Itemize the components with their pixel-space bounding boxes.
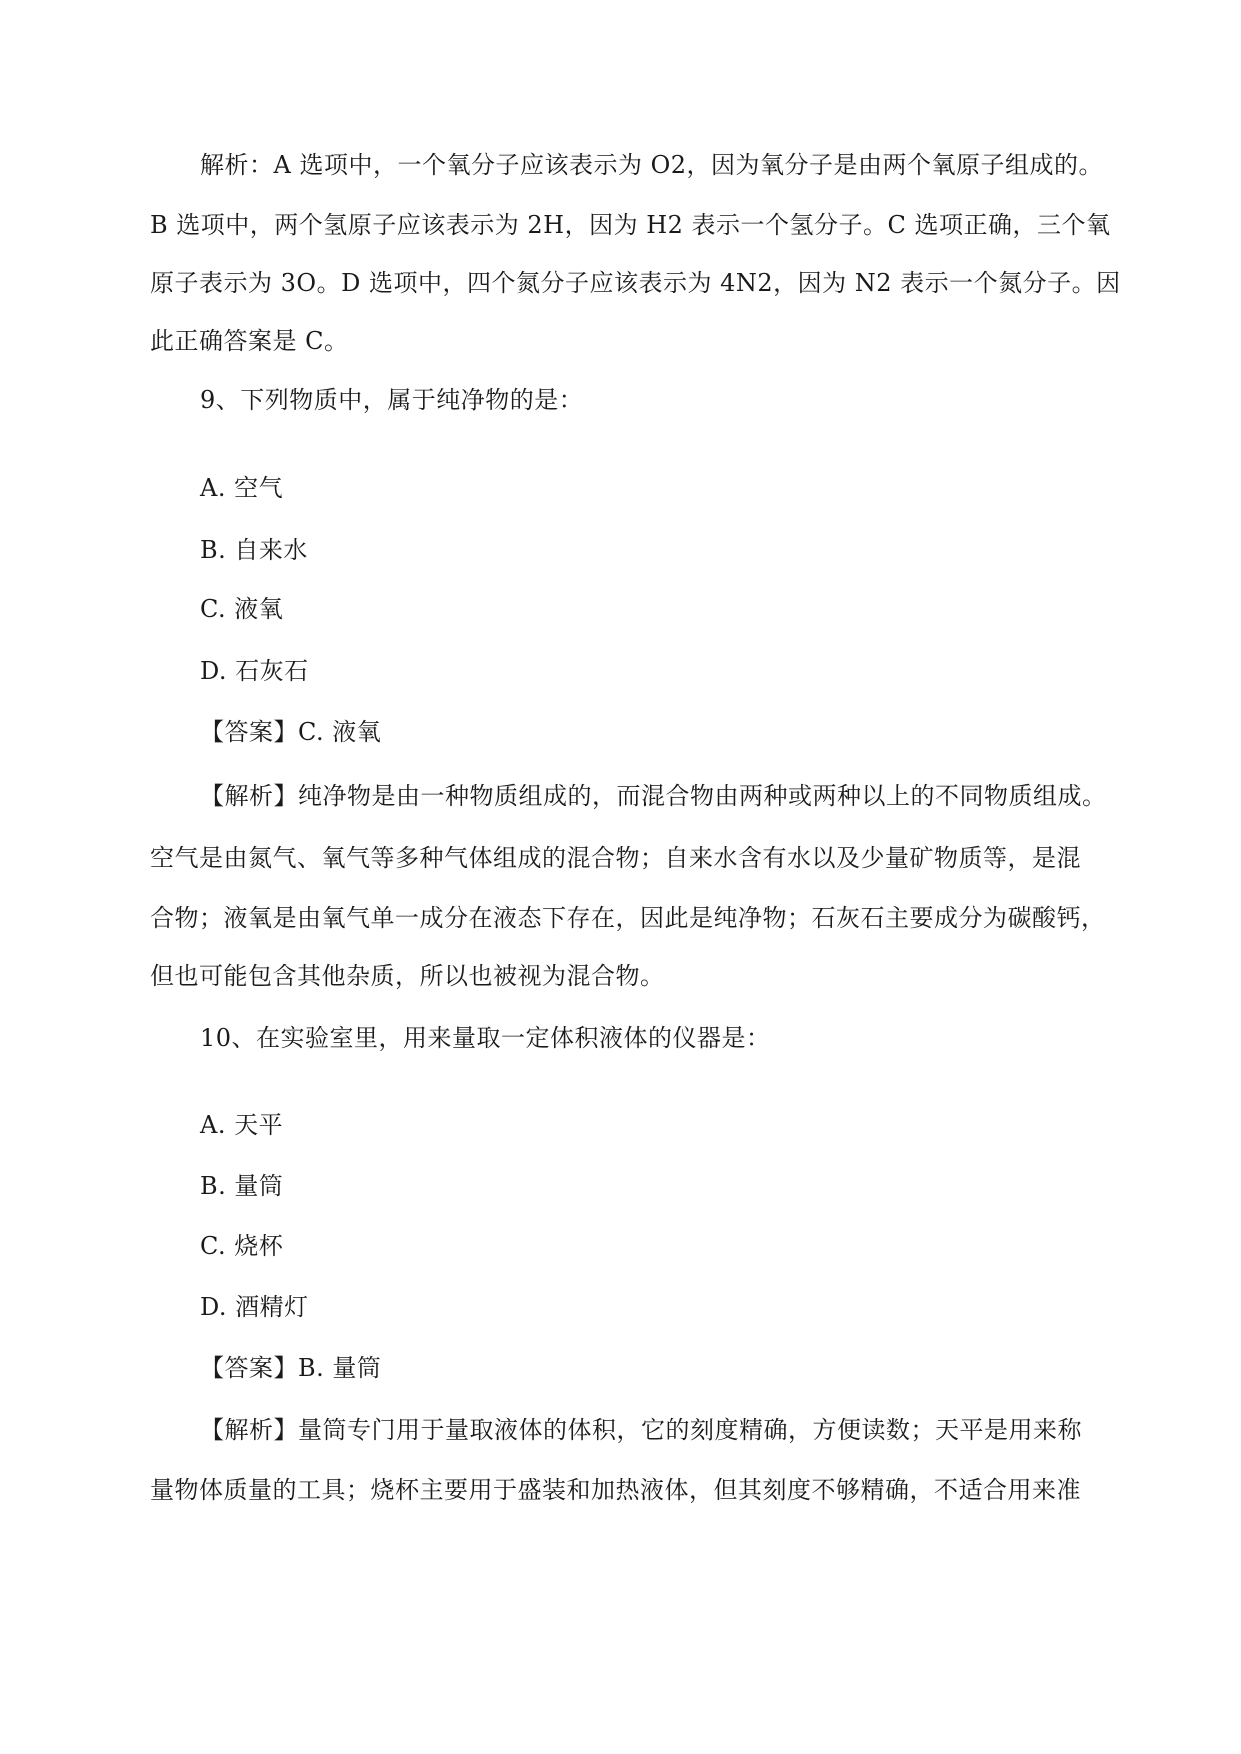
prev-analysis-line-4: 此正确答案是 C。 xyxy=(150,327,349,355)
q9-analysis-line-2: 空气是由氮气、氧气等多种气体组成的混合物；自来水含有水以及少量矿物质等，是混 xyxy=(150,844,1081,872)
question-9: 9、下列物质中，属于纯净物的是： xyxy=(200,386,584,414)
q10-analysis-line-1: 【解析】量筒专门用于量取液体的体积，它的刻度精确，方便读数；天平是用来称 xyxy=(200,1416,1082,1444)
q9-option-a: A. 空气 xyxy=(200,474,284,502)
q10-option-c: C. 烧杯 xyxy=(200,1232,284,1260)
q9-option-c: C. 液氧 xyxy=(200,595,284,623)
q9-analysis-line-4: 但也可能包含其他杂质，所以也被视为混合物。 xyxy=(150,962,665,990)
q9-option-b: B. 自来水 xyxy=(200,536,308,564)
q9-analysis-line-1: 【解析】纯净物是由一种物质组成的，而混合物由两种或两种以上的不同物质组成。 xyxy=(200,782,1107,810)
q10-option-d: D. 酒精灯 xyxy=(200,1293,309,1321)
q10-analysis-line-2: 量物体质量的工具；烧杯主要用于盛装和加热液体，但其刻度不够精确，不适合用来准 xyxy=(150,1476,1081,1504)
q9-option-d: D. 石灰石 xyxy=(200,657,309,685)
question-10: 10、在实验室里，用来量取一定体积液体的仪器是： xyxy=(200,1024,771,1052)
q10-option-a: A. 天平 xyxy=(200,1111,284,1139)
prev-analysis-line-1: 解析：A 选项中，一个氧分子应该表示为 O2，因为氧分子是由两个氧原子组成的。 xyxy=(200,151,1104,179)
q10-answer: 【答案】B. 量筒 xyxy=(200,1354,382,1382)
q10-option-b: B. 量筒 xyxy=(200,1172,284,1200)
q9-answer: 【答案】C. 液氧 xyxy=(200,718,382,746)
prev-analysis-line-2: B 选项中，两个氢原子应该表示为 2H，因为 H2 表示一个氢分子。C 选项正确，三个氧 xyxy=(150,211,1111,239)
q9-analysis-line-3: 合物；液氧是由氧气单一成分在液态下存在，因此是纯净物；石灰石主要成分为碳酸钙， xyxy=(150,904,1106,932)
prev-analysis-line-3: 原子表示为 3O。D 选项中，四个氮分子应该表示为 4N2，因为 N2 表示一个氮分子。因 xyxy=(150,269,1121,297)
